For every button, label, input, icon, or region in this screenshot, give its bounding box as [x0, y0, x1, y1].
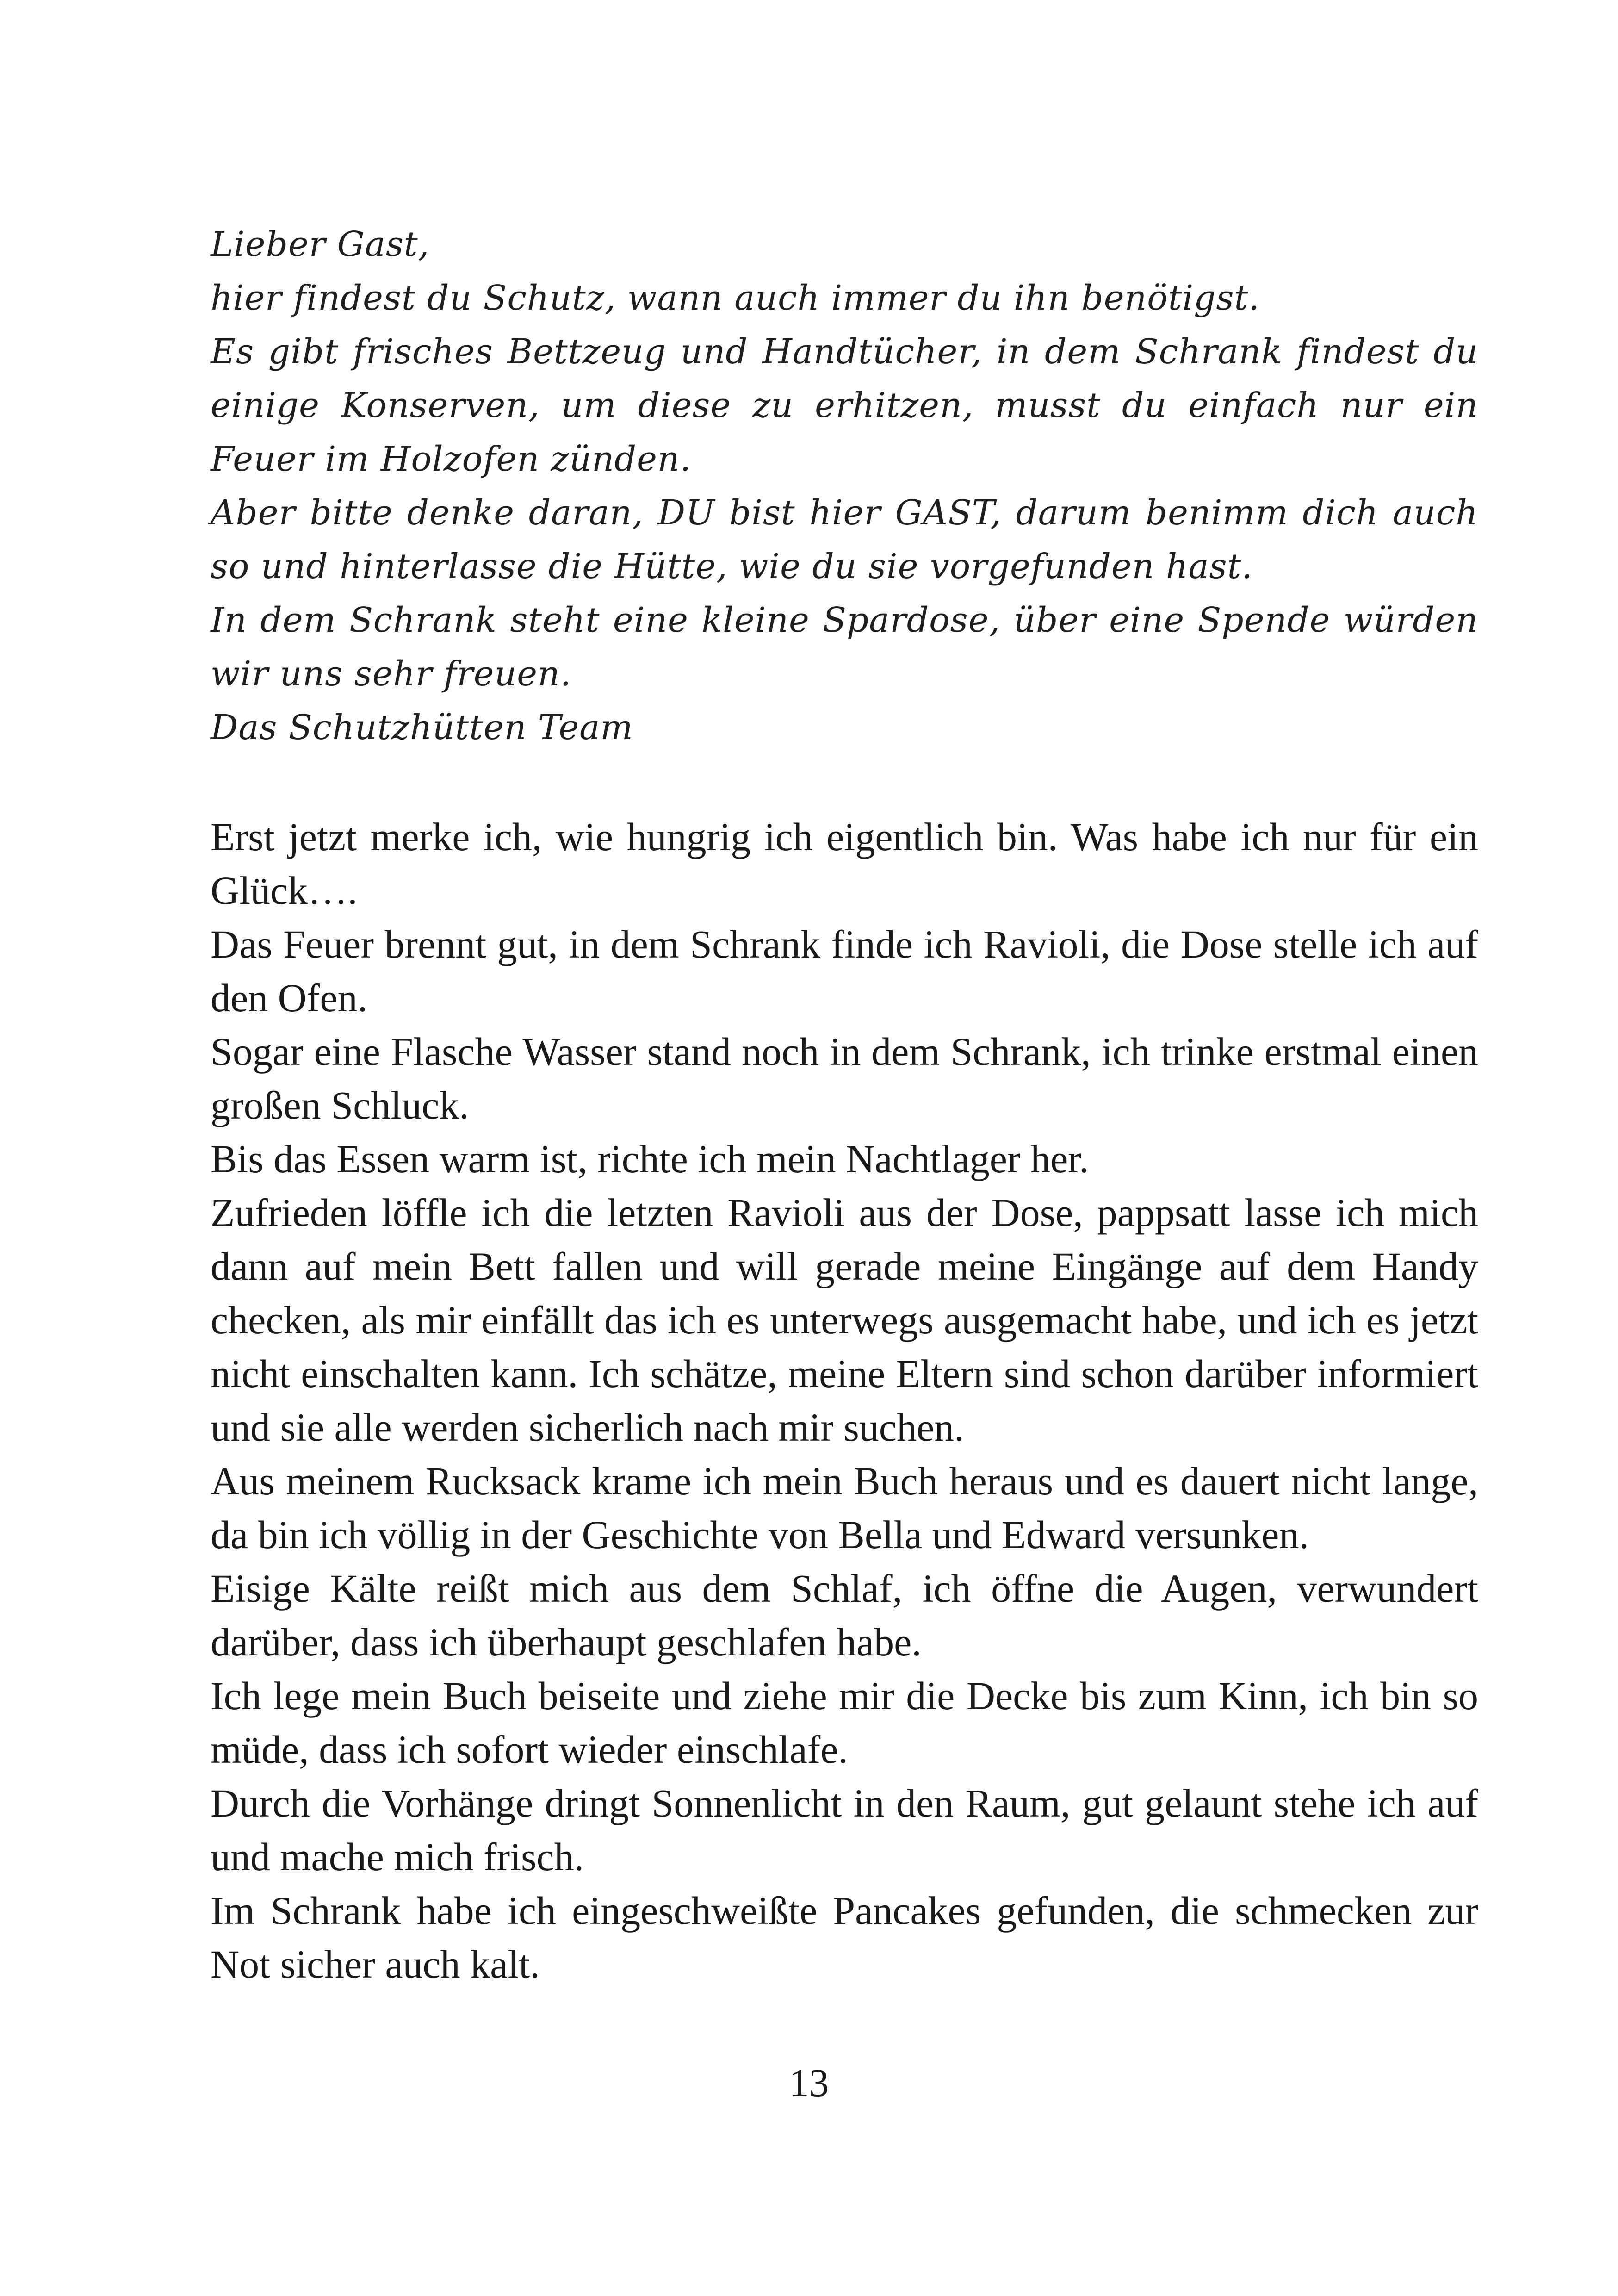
story-paragraph: Sogar eine Flasche Wasser stand noch in dem Schrank, ich trinke erstmal einen großen Schluck.: [211, 1029, 1478, 1127]
story-paragraph: Im Schrank habe ich eingeschweißte Pancakes gefunden, die schmecken zur Not sicher auch kalt.: [211, 1888, 1478, 1986]
story-paragraph: Das Feuer brennt gut, in dem Schrank finde ich Ravioli, die Dose stelle ich auf den Ofen.: [211, 922, 1478, 1020]
guest-letter: [211, 218, 1478, 754]
story-paragraph: Ich lege mein Buch beiseite und ziehe mir die Decke bis zum Kinn, ich bin so müde, dass ich sofort wieder einschlafe.: [211, 1674, 1478, 1772]
story-text: [211, 810, 1478, 1991]
letter-paragraph: In dem Schrank steht eine kleine Spardose, über eine Spende würden wir uns sehr freuen.: [211, 600, 1478, 694]
story-paragraph: Aus meinem Rucksack krame ich mein Buch heraus und es dauert nicht lange, da bin ich völlig in der Geschichte von Bella und Edward versunken.: [211, 1459, 1478, 1557]
story-paragraph: Zufrieden löffle ich die letzten Ravioli aus der Dose, pappsatt lasse ich mich dann auf mein Bett fallen und will gerade meine Eingänge auf dem Handy checken, als mir einfällt das ich es unterwegs ausgemacht habe, und ich es jetzt nicht einschalten kann. Ich schätze, meine Eltern sind schon darüber informiert und sie alle werden sicherlich nach mir suchen.: [211, 1190, 1478, 1450]
letter-paragraph: Aber bitte denke daran, DU bist hier GAST, darum benimm dich auch so und hinterlasse die Hütte, wie du sie vorgefunden hast.: [211, 493, 1478, 586]
letter-greeting: Lieber Gast,: [211, 224, 430, 264]
story-paragraph: Eisige Kälte reißt mich aus dem Schlaf, ich öffne die Augen, verwundert darüber, dass ich überhaupt geschlafen habe.: [211, 1566, 1478, 1664]
letter-paragraph: Es gibt frisches Bettzeug und Handtücher, in dem Schrank findest du einige Konserven, um diese zu erhitzen, musst du einfach nur ein Feuer im Holzofen zünden.: [211, 332, 1478, 479]
letter-paragraph: hier findest du Schutz, wann auch immer du ihn benötigst.: [211, 278, 1260, 318]
story-paragraph: Bis das Essen warm ist, richte ich mein Nachtlager her.: [211, 1137, 1089, 1181]
story-paragraph: Erst jetzt merke ich, wie hungrig ich eigentlich bin. Was habe ich nur für ein Glück….: [211, 815, 1478, 913]
page-number: 13: [789, 2060, 829, 2105]
letter-signature: Das Schutzhütten Team: [211, 708, 633, 747]
story-paragraph: Durch die Vorhänge dringt Sonnenlicht in den Raum, gut gelaunt stehe ich auf und mache mich frisch.: [211, 1781, 1478, 1879]
